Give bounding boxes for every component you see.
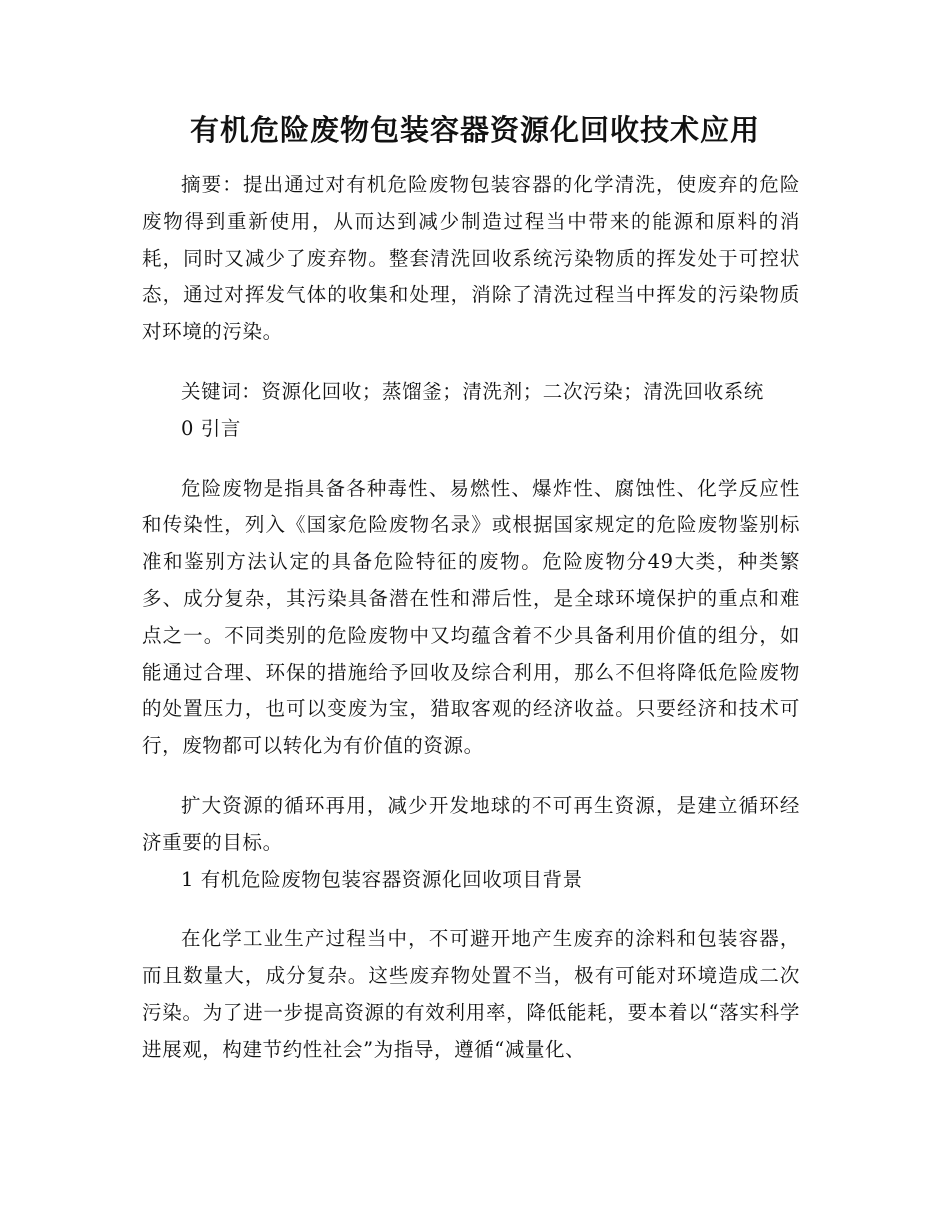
document-title: 有机危险废物包装容器资源化回收技术应用 <box>189 113 760 147</box>
section-0-paragraph-1: 危险废物是指具备各种毒性、易燃性、爆炸性、腐蚀性、化学反应性和传染性，列入《国家危险废物名录》或根据国家规定的危险废物鉴别标准和鉴别方法认定的具备危险特征的废物。危险废物分49大类，种类繁多、成分复杂，其污染具备潜在性和滞后性，是全球环境保护的重点和难点之一。不同类别的危险废物中又均蕴含着不少具备利用价值的组分，如能通过合理、环保的措施给予回收及综合利用，那么不但将降低危险废物的处置压力，也可以变废为宝，猎取客观的经济收益。只要经济和技术可行，废物都可以转化为有价值的资源。 <box>142 476 800 758</box>
section-0-heading: 0 引言 <box>181 416 242 440</box>
abstract-paragraph: 摘要：提出通过对有机危险废物包装容器的化学清洗，使废弃的危险废物得到重新使用，从而达到减少制造过程当中带来的能源和原料的消耗，同时又减少了废弃物。整套清洗回收系统污染物质的挥发处于可控状态，通过对挥发气体的收集和处理，消除了清洗过程当中挥发的污染物质对环境的污染。 <box>142 173 800 344</box>
keywords-paragraph: 关键词：资源化回收；蒸馏釜；清洗剂；二次污染；清洗回收系统 <box>181 379 764 403</box>
section-1-paragraph-1: 在化学工业生产过程当中，不可避开地产生废弃的涂料和包装容器，而且数量大，成分复杂。这些废弃物处置不当，极有可能对环境造成二次污染。为了进一步提高资源的有效利用率，降低能耗，要本着以“落实科学进展观，构建节约性社会”为指导，遵循“减量化、 <box>142 927 800 1061</box>
section-1-heading: 1 有机危险废物包装容器资源化回收项目背景 <box>181 867 583 891</box>
section-0-paragraph-2: 扩大资源的循环再用，减少开发地球的不可再生资源，是建立循环经济重要的目标。 <box>142 793 800 854</box>
